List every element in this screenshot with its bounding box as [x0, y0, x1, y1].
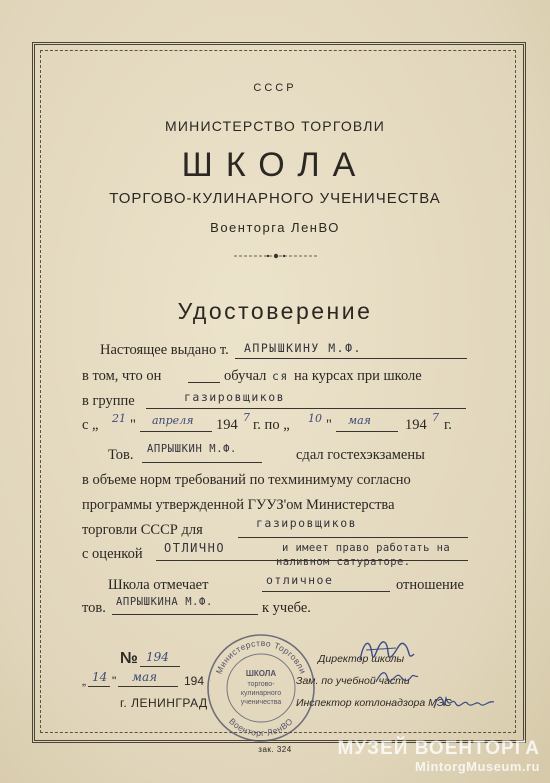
studied-rest: на курсах при школе	[294, 368, 422, 384]
to-year-suffix: г.	[444, 417, 452, 433]
exam-line-2: в объеме норм требований по техминимуму согласно	[82, 472, 411, 488]
from-month-underline	[140, 431, 212, 432]
school-subtitle: ТОРГОВО-КУЛИНАРНОГО УЧЕНИЧЕСТВА	[109, 190, 441, 207]
deputy-label: Зам. по учебной части	[296, 675, 410, 687]
director-signature	[356, 632, 416, 668]
group-label: в группе	[82, 393, 135, 409]
stamp-outer-bottom: Военторг ЛенВО	[227, 716, 295, 739]
stamp-outer-top: Министерство Торговли	[213, 637, 309, 676]
tov-label: тов.	[82, 600, 106, 616]
stamp-inner-3: кулинарного	[240, 690, 282, 697]
director-label: Директор школы	[318, 653, 405, 665]
date-open-quote: „	[82, 674, 86, 688]
inspector-signature	[432, 690, 496, 714]
trade-group: газировщиков	[256, 516, 358, 530]
attitude-value: отличное	[266, 573, 334, 587]
group-underline	[146, 408, 466, 409]
attitude-underline	[262, 591, 390, 592]
number-underline	[140, 666, 180, 667]
studied-blank	[188, 382, 220, 383]
comrade-label: Тов.	[108, 447, 134, 463]
to-month-underline	[336, 431, 398, 432]
stamp-inner-1: ШКОЛА	[245, 669, 277, 678]
footer-city: г. ЛЕНИНГРАД	[120, 696, 208, 710]
print-order: зак. 324	[258, 745, 292, 754]
organization-name: Военторга ЛенВО	[210, 220, 340, 235]
round-stamp	[205, 632, 317, 744]
comrade-name: АПРЫШКИН М.Ф.	[147, 443, 237, 455]
studied-prefix: в том, что он	[82, 368, 162, 384]
to-year-digit: 7	[432, 411, 439, 424]
footer-date-year: 194	[184, 674, 205, 688]
from-year-prefix: 194	[216, 417, 238, 433]
museum-watermark	[338, 739, 540, 773]
school-title: ШКОЛА	[181, 146, 369, 184]
from-year-digit: 7	[243, 411, 250, 424]
ornament-divider	[232, 252, 320, 260]
stamp-inner-2: торгово-	[247, 681, 275, 688]
to-year-prefix: 194	[405, 417, 427, 433]
deputy-signature	[374, 666, 420, 688]
number-value: 194	[146, 650, 169, 664]
to-day: 10	[308, 412, 322, 425]
footer-date-day: 14	[92, 670, 108, 684]
grade-note-2: наливном сатураторе.	[276, 556, 411, 568]
studied-suffix: ся	[272, 369, 289, 383]
to-quote: "	[326, 417, 332, 433]
issued-to-label: Настоящее выдано т.	[100, 342, 229, 358]
from-prefix: с „	[82, 417, 99, 433]
issued-to-name: АПРЫШКИНУ М.Ф.	[244, 341, 362, 355]
inspector-label: Инспектор котлонадзора МЭС	[296, 697, 452, 709]
document-title: Удостоверение	[177, 298, 373, 324]
tov-name: АПРЫШКИНА М.Ф.	[116, 596, 213, 608]
date-close-quote: "	[112, 674, 117, 688]
school-notes-label: Школа отмечает	[108, 577, 209, 593]
number-label: №	[120, 650, 138, 667]
studied-word: обучал	[224, 368, 267, 384]
from-day: 21	[112, 412, 126, 425]
to-month: мая	[348, 414, 371, 427]
grade-value: ОТЛИЧНО	[164, 541, 226, 555]
watermark-line-1: МУЗЕЙ ВОЕНТОРГА	[337, 738, 540, 759]
tov-underline	[112, 614, 258, 615]
attitude-suffix: отношение	[396, 577, 464, 593]
country-header: СССР	[253, 82, 297, 94]
group-name: газировщиков	[184, 390, 286, 404]
from-year-suffix: г. по „	[253, 417, 290, 433]
grade-label: с оценкой	[82, 546, 143, 562]
stamp-inner-4: ученичества	[240, 699, 282, 706]
from-quote: "	[130, 417, 136, 433]
trade-for-label: торговли СССР для	[82, 522, 203, 538]
footer-date-month: мая	[132, 670, 158, 684]
exam-line-3: программы утвержденной ГУУЗ'ом Министерства	[82, 497, 395, 513]
footer-date-day-underline	[88, 686, 110, 687]
to-study: к учебе.	[262, 600, 311, 616]
exam-passed: сдал гостехэкзамены	[296, 447, 425, 463]
from-month: апреля	[152, 414, 194, 427]
watermark-line-2: MintorgMuseum.ru	[415, 759, 540, 774]
trade-underline	[238, 537, 468, 538]
grade-note-1: и имеет право работать на	[282, 542, 451, 554]
footer-date-month-underline	[118, 686, 178, 687]
ministry-header: МИНИСТЕРСТВО ТОРГОВЛИ	[165, 118, 385, 134]
issued-to-underline	[235, 358, 467, 359]
comrade-underline	[142, 462, 262, 463]
